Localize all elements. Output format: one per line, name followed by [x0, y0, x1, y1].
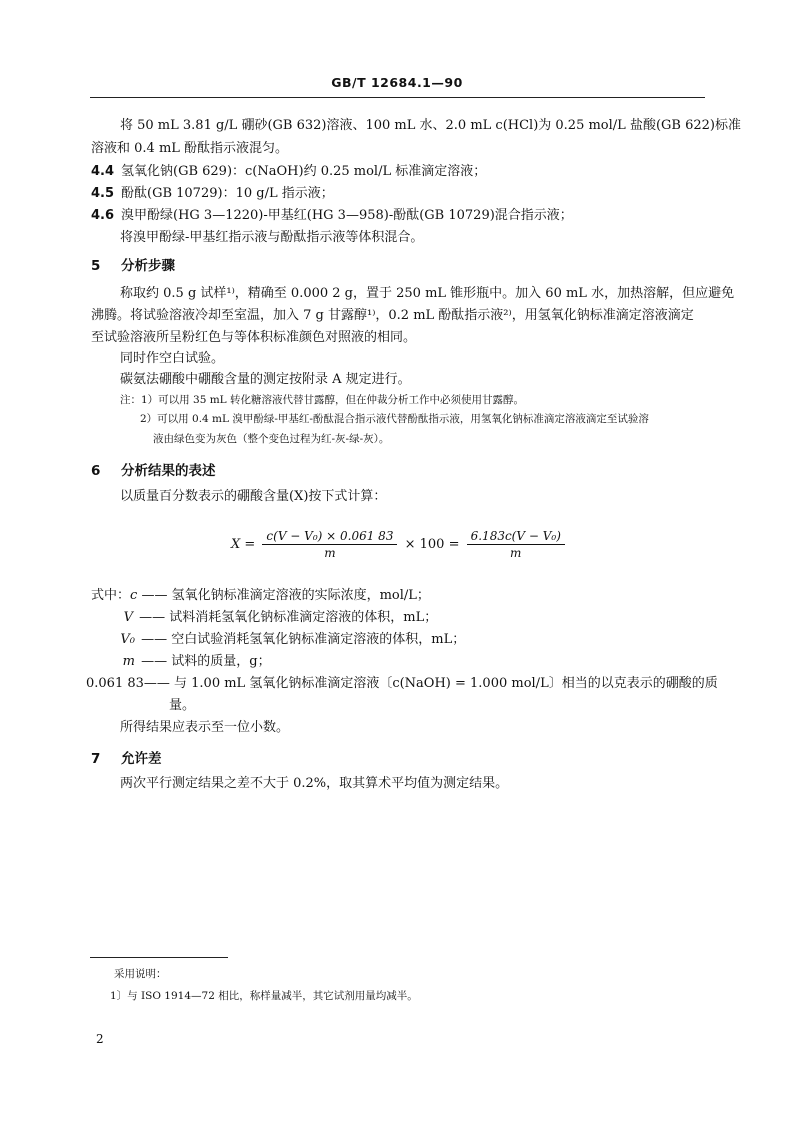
fraction-numerator: c(V − V₀) × 0.061 83: [262, 528, 397, 545]
variable-description: —— 氢氧化钠标准滴定溶液的实际浓度，mol/L；: [141, 588, 430, 603]
item-text: 酚酞(GB 10729)：10 g/L 指示液；: [121, 186, 334, 201]
procedure-line1: 称取约 0.5 g 试样¹⁾，精确至 0.000 2 g，置于 250 mL 锥形瓶中。加入 60 mL 水，加热溶解，但应避免: [120, 286, 735, 301]
item-text: 氢氧化钠(GB 629)：c(NaOH)约 0.25 mol/L 标准滴定溶液；: [121, 164, 487, 179]
section-number: 5: [91, 258, 101, 274]
section-5-heading: [91, 254, 175, 274]
variable-symbol: c: [130, 588, 138, 603]
reagent-item-4-6-detail: 将溴甲酚绿-甲基红指示液与酚酞指示液等体积混合。: [120, 230, 424, 245]
calculation-formula: [228, 528, 565, 561]
footnote-label: 采用说明：: [114, 968, 167, 980]
variable-description: —— 与 1.00 mL 氢氧化钠标准滴定溶液〔c(NaOH) = 1.000 mol/L〕相当的以克表示的硼酸的质: [143, 676, 718, 691]
item-number: 4.4: [91, 164, 115, 179]
procedure-line2: 沸腾。将试验溶液冷却至室温，加入 7 g 甘露醇¹⁾，0.2 mL 酚酞指示液²⁾，用氢氧化钠标准滴定溶液滴定: [91, 308, 694, 323]
section-6-heading: [91, 459, 216, 479]
fraction-denominator: m: [324, 546, 336, 560]
variable-description: —— 空白试验消耗氢氧化钠标准滴定溶液的体积，mL；: [141, 632, 466, 647]
reagent-item-4-4: [91, 163, 486, 181]
section-title: 分析步骤: [121, 258, 175, 274]
reagent-intro-line2: 溶液和 0.4 mL 酚酞指示液混匀。: [91, 141, 289, 156]
item-number: 4.6: [91, 208, 115, 223]
fraction-numerator: 6.183c(V − V₀): [467, 528, 565, 545]
appendix-reference-text: 碳氨法硼酸中硼酸含量的测定按附录 A 规定进行。: [120, 372, 411, 387]
note-2-line1: 2）可以用 0.4 mL 溴甲酚绿-甲基红-酚酞混合指示液代替酚酞指示液，用氢氧化钠标准滴定溶液滴定至试验溶: [140, 413, 649, 425]
procedure-line3: 至试验溶液所呈粉红色与等体积标准颜色对照液的相同。: [91, 330, 417, 345]
tolerance-text: 两次平行测定结果之差不大于 0.2%，取其算术平均值为测定结果。: [120, 776, 509, 791]
variable-description: —— 试料的质量，g；: [141, 654, 271, 669]
fraction-denominator: m: [510, 546, 522, 560]
variable-row-m: [91, 653, 271, 671]
variable-description: —— 试料消耗氢氧化钠标准滴定溶液的体积，mL；: [139, 610, 438, 625]
section-number: 6: [91, 463, 101, 479]
formula-middle: × 100 =: [404, 537, 460, 552]
header-rule: [90, 97, 705, 98]
variable-symbol: V₀: [120, 632, 135, 647]
variable-row-c: [91, 587, 430, 605]
reagent-item-4-6: [91, 207, 573, 225]
standard-header: GB/T 12684.1—90: [331, 75, 463, 90]
variable-symbol: m: [122, 654, 135, 669]
footnote-rule: [90, 957, 228, 958]
section-7-heading: [91, 747, 162, 767]
section-number: 7: [91, 751, 101, 767]
note-2-line2: 液由绿色变为灰色（整个变色过程为红-灰-绿-灰）。: [153, 433, 390, 445]
variable-row-constant: [86, 675, 718, 693]
result-precision-note: 所得结果应表示至一位小数。: [120, 720, 290, 735]
formula-fraction-1: [262, 528, 397, 561]
variable-row-constant-cont: 量。: [169, 698, 196, 713]
formula-fraction-2: [467, 528, 565, 561]
item-text: 溴甲酚绿(HG 3—1220)-甲基红(HG 3—958)-酚酞(GB 10729)混合指示液；: [121, 208, 573, 223]
item-number: 4.5: [91, 186, 115, 201]
variable-row-v: [91, 609, 437, 627]
footnote-text: 1〕与 ISO 1914—72 相比，称样量减半，其它试剂用量均减半。: [110, 990, 418, 1002]
reagent-intro-line1: 将 50 mL 3.81 g/L 硼砂(GB 632)溶液、100 mL 水、2.0 mL c(HCl)为 0.25 mol/L 盐酸(GB 622)标准: [120, 118, 741, 133]
section-title: 分析结果的表述: [121, 463, 216, 479]
note-1: 注：1）可以用 35 mL 转化糖溶液代替甘露醇，但在仲裁分析工作中必须使用甘露醇。: [120, 394, 524, 406]
page-number: 2: [96, 1032, 104, 1046]
reagent-item-4-5: [91, 185, 334, 203]
variable-row-v0: [91, 631, 465, 649]
variable-symbol: V: [123, 610, 133, 625]
variable-symbol: 0.061 83: [86, 676, 144, 691]
section-title: 允许差: [121, 751, 162, 767]
formula-lhs: X =: [231, 537, 256, 552]
blank-test-text: 同时作空白试验。: [120, 351, 225, 366]
calculation-intro: 以质量百分数表示的硼酸含量(X)按下式计算：: [120, 489, 387, 504]
where-label: 式中：: [91, 588, 131, 603]
